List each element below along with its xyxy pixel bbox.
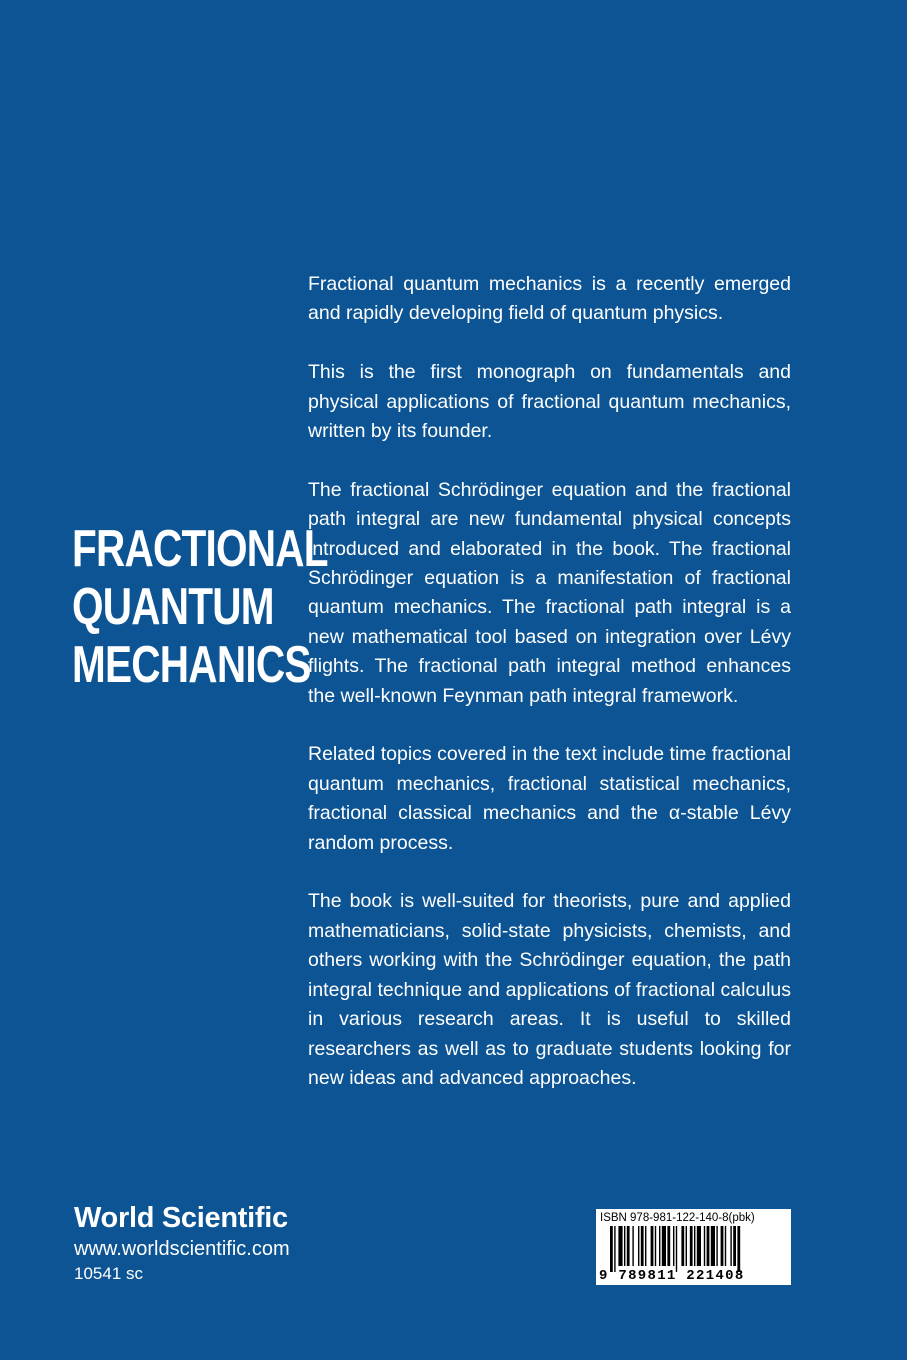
book-title <box>72 520 328 694</box>
barcode-bar <box>632 1226 633 1266</box>
publisher-url: www.worldscientific.com <box>74 1238 290 1260</box>
publisher-name: World Scientific <box>74 1202 288 1234</box>
barcode-bar <box>681 1226 684 1266</box>
barcode-bar <box>725 1226 726 1266</box>
barcode-bar <box>704 1226 705 1266</box>
blurb-paragraph-5: The book is well-suited for theorists, pure and applied mathematicians, solid-state physicists, chemists, and others working with the Schrödinger equation, the path integral technique and applications of fractional calculus in various research areas. It is useful to skilled researchers as well as to graduate students looking for new ideas and advanced approaches. <box>308 890 791 1089</box>
barcode-bar <box>627 1226 630 1266</box>
barcode-bar <box>662 1226 666 1266</box>
blurb-paragraph-1: Fractional quantum mechanics is a recently emerged and rapidly developing field of quantum physics. <box>308 273 791 325</box>
barcode-bar <box>610 1226 613 1272</box>
title-line-3: MECHANICS <box>72 636 311 694</box>
barcode-bar <box>655 1226 656 1266</box>
barcode-bar <box>694 1226 695 1266</box>
barcode-bar <box>707 1226 710 1266</box>
barcode-bar <box>697 1226 701 1266</box>
barcode-bar <box>711 1226 715 1266</box>
barcode-bar <box>686 1226 687 1266</box>
isbn-label: ISBN 978-981-122-140-8(pbk) <box>600 1212 755 1224</box>
barcode-bar <box>624 1226 625 1266</box>
barcode-bar <box>667 1226 670 1266</box>
isbn-barcode <box>596 1209 791 1285</box>
barcode-bar <box>645 1226 646 1266</box>
blurb-paragraph-2: This is the first monograph on fundamentals and physical applications of fractional quantum mechanics, written by its founder. <box>308 361 791 443</box>
barcode-bar <box>651 1226 654 1266</box>
barcode-bar <box>690 1226 693 1266</box>
barcode-bar <box>673 1226 674 1266</box>
blurb-text <box>308 270 791 1123</box>
publisher-block <box>74 1200 290 1286</box>
blurb-paragraph-4: Related topics covered in the text include time fractional quantum mechanics, fractional statistical mechanics, fractional classical mechanics and the α-stable Lévy random process. <box>308 743 791 854</box>
barcode-bars-icon <box>610 1226 780 1272</box>
barcode-bar <box>641 1226 644 1266</box>
title-line-1: FRACTIONAL <box>72 520 328 578</box>
barcode-bar <box>737 1226 740 1272</box>
barcode-bar <box>721 1226 724 1266</box>
barcode-digits: 9 789811 221408 <box>599 1268 745 1284</box>
barcode-bar <box>618 1226 622 1266</box>
barcode-bar <box>659 1226 660 1266</box>
blurb-paragraph-3: The fractional Schrödinger equation and the fractional path integral are new fundamental physical concepts introduced and elaborated in the book. The fractional Schrödinger equation is a manifestation of fractional quantum mechanics. The fractional path integral is a new mathematical tool based on integration over Lévy flights. The fractional path integral method enhances the well-known Feynman path integral framework. <box>308 478 791 707</box>
barcode-bar <box>730 1226 731 1266</box>
barcode-bar <box>614 1226 615 1272</box>
barcode-bar <box>733 1226 736 1266</box>
title-line-2: QUANTUM <box>72 578 274 636</box>
barcode-bar <box>716 1226 717 1266</box>
product-code: 10541 sc <box>74 1264 143 1283</box>
barcode-bar <box>676 1226 677 1272</box>
barcode-bar <box>638 1226 639 1266</box>
